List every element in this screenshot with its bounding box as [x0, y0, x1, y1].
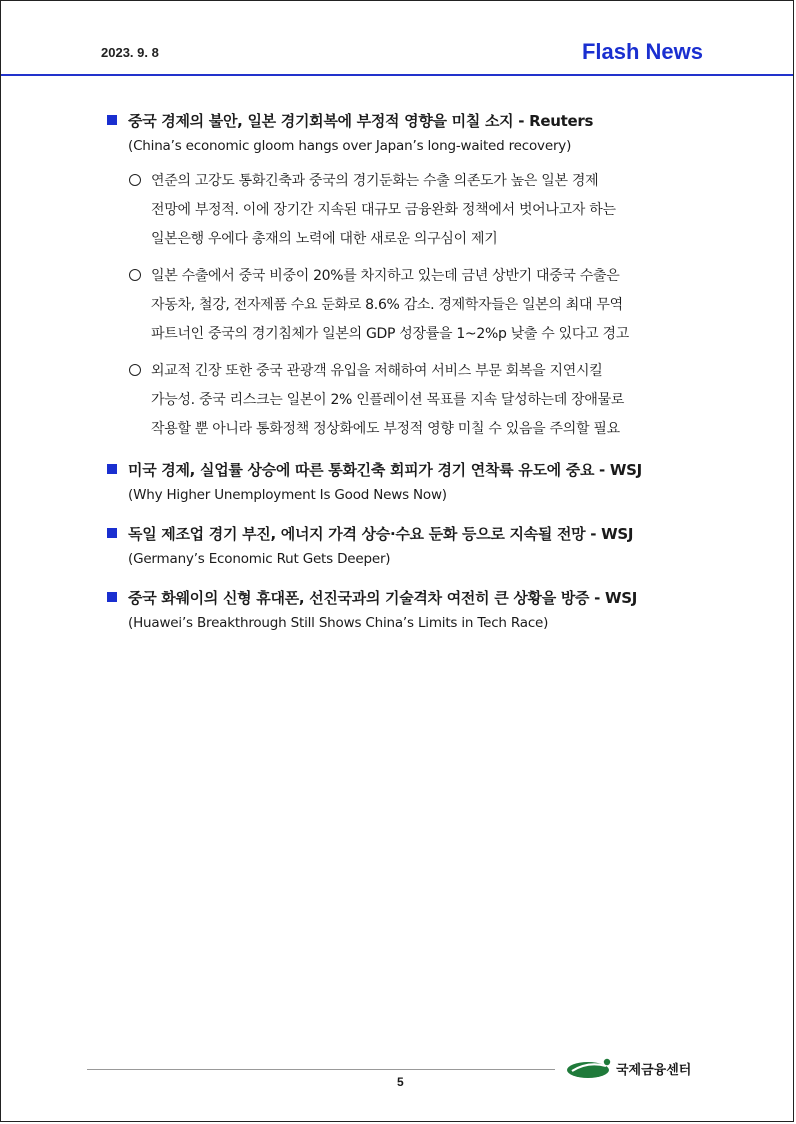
square-bullet-icon	[107, 592, 117, 602]
org-logo	[566, 1057, 691, 1079]
news-topic	[107, 586, 703, 636]
kcif-logo-icon	[566, 1057, 614, 1079]
point-line: 외교적 긴장 또한 중국 관광객 유입을 저해하여 서비스 부문 회복을 지연시킬	[151, 363, 603, 379]
news-list	[107, 109, 703, 650]
topic-subtitle: (Huawei’s Breakthrough Still Shows China’s Limits in Tech Race)	[128, 615, 549, 631]
topic-title: 독일 제조업 경기 부진, 에너지 가격 상승·수요 둔화 등으로 지속될 전망 - WSJ	[128, 525, 634, 543]
circle-bullet-icon	[129, 174, 141, 186]
news-topic	[107, 522, 703, 572]
topic-subtitle: (Germany’s Economic Rut Gets Deeper)	[128, 551, 391, 567]
circle-bullet-icon	[129, 269, 141, 281]
point-line: 연준의 고강도 통화긴축과 중국의 경기둔화는 수출 의존도가 높은 일본 경제	[151, 173, 599, 189]
news-topic	[107, 109, 703, 444]
point-line: 일본은행 우에다 총재의 노력에 대한 새로운 의구심이 제기	[151, 231, 498, 247]
topic-title: 중국 화웨이의 신형 휴대폰, 선진국과의 기술격차 여전히 큰 상황을 방증 - WSJ	[128, 589, 638, 607]
topic-point	[107, 357, 703, 444]
topic-subtitle: (China’s economic gloom hangs over Japan’s long-waited recovery)	[128, 138, 572, 154]
point-text	[151, 167, 703, 254]
topic-point	[107, 167, 703, 254]
square-bullet-icon	[107, 528, 117, 538]
point-line: 파트너인 중국의 경기침체가 일본의 GDP 성장률을 1~2%p 낮출 수 있다고 경고	[151, 326, 629, 342]
topic-title: 미국 경제, 실업률 상승에 따른 통화긴축 회피가 경기 연착륙 유도에 중요 - WSJ	[128, 461, 642, 479]
point-line: 일본 수출에서 중국 비중이 20%를 차지하고 있는데 금년 상반기 대중국 수출은	[151, 268, 620, 284]
footer-rule	[87, 1069, 555, 1070]
square-bullet-icon	[107, 464, 117, 474]
topic-heading	[107, 458, 703, 482]
header-rule	[1, 74, 793, 76]
news-topic	[107, 458, 703, 508]
point-line: 전망에 부정적. 이에 장기간 지속된 대규모 금융완화 정책에서 벗어나고자 하는	[151, 202, 616, 218]
point-line: 작용할 뿐 아니라 통화정책 정상화에도 부정적 영향 미칠 수 있음을 주의할 필요	[151, 421, 620, 437]
topic-subtitle: (Why Higher Unemployment Is Good News Now)	[128, 487, 447, 503]
org-name: 국제금융센터	[616, 1062, 692, 1078]
report-brand-title: Flash News	[581, 39, 703, 64]
circle-bullet-icon	[129, 364, 141, 376]
topic-title: 중국 경제의 불안, 일본 경기회복에 부정적 영향을 미칠 소지 - Reuters	[128, 112, 594, 130]
point-text	[151, 262, 703, 349]
topic-heading	[107, 586, 703, 610]
point-text	[151, 357, 703, 444]
topic-heading	[107, 109, 703, 133]
topic-heading	[107, 522, 703, 546]
point-line: 가능성. 중국 리스크는 일본이 2% 인플레이션 목표를 지속 달성하는데 장애물로	[151, 392, 625, 408]
topic-point	[107, 262, 703, 349]
point-line: 자동차, 철강, 전자제품 수요 둔화로 8.6% 감소. 경제학자들은 일본의 최대 무역	[151, 297, 623, 313]
page-number: 5	[397, 1075, 404, 1089]
report-date: 2023. 9. 8	[101, 45, 159, 60]
square-bullet-icon	[107, 115, 117, 125]
